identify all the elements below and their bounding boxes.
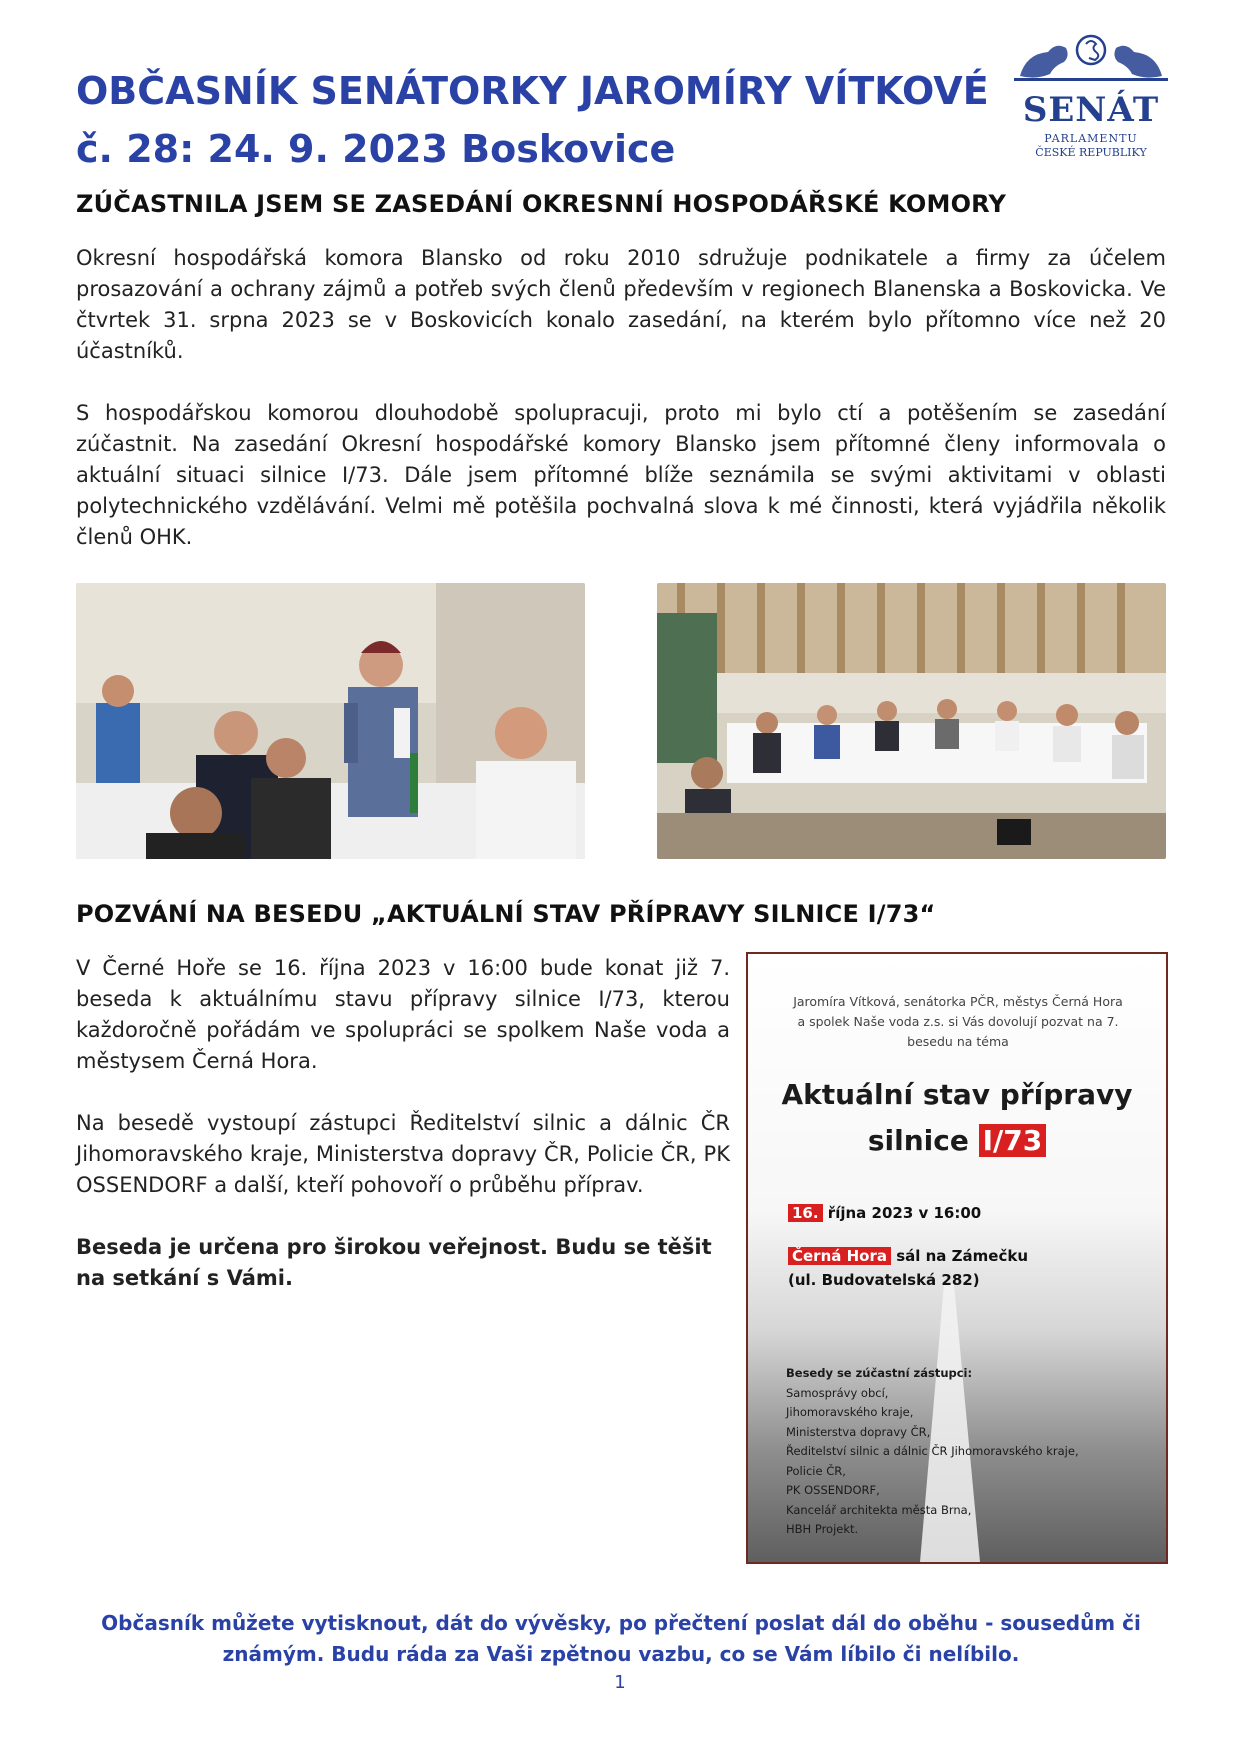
logo-subtitle-2: ČESKÉ REPUBLIKY [1035, 146, 1147, 159]
logo-wordmark: SENÁT [1022, 90, 1160, 130]
poster-intro [778, 992, 1138, 1052]
footer-note: Občasník můžete vytisknout, dát do vývěsky, po přečtení poslat dál do oběhu - sousedům či známým. Budu ráda za Vaši zpětnou vazbu, co se Vám líbilo či nelíbilo. [101, 1611, 1141, 1666]
list-item: Samosprávy obcí, [786, 1385, 889, 1400]
section1-heading: ZÚČASTNILA JSEM SE ZASEDÁNÍ OKRESNNÍ HOSPODÁŘSKÉ KOMORY [76, 190, 1007, 218]
section1-paragraph-1: Okresní hospodářská komora Blansko od roku 2010 sdružuje podnikatele a firmy za účelem prosazování a ochrany zájmů a potřeb svých členů především v regionech Blanenska a Boskovicka. Ve čtvrtek 31. srpna 2023 se v Boskovicích konalo zasedání, na kterém bylo přítomno více než 20 účastníků. [76, 246, 1166, 363]
poster-place-venue: sál na Zámečku [890, 1247, 1028, 1265]
poster-attendees [786, 1364, 1079, 1540]
list-item: Ministerstva dopravy ČR, [786, 1424, 931, 1439]
title-line-2: č. 28: 24. 9. 2023 Boskovice [76, 127, 676, 171]
list-item: Jihomoravského kraje, [786, 1405, 914, 1419]
senat-logo [1010, 28, 1172, 160]
poster-date [788, 1204, 981, 1222]
list-item: HBH Projekt. [786, 1522, 859, 1536]
meeting-photo-speaker [76, 583, 585, 859]
poster-address: (ul. Budovatelská 282) [788, 1271, 980, 1289]
poster-place-town: Černá Hora [788, 1247, 891, 1265]
poster-title-line-2 [768, 1118, 1146, 1164]
poster-title [768, 1072, 1146, 1164]
section1-body [76, 243, 1166, 553]
list-item: PK OSSENDORF, [786, 1483, 880, 1497]
title-line-1: OBČASNÍK SENÁTORKY JAROMÍRY VÍTKOVÉ [76, 69, 989, 113]
list-item: Ředitelství silnic a dálnic ČR Jihomoravského kraje, [786, 1444, 1079, 1458]
poster-title-line-1: Aktuální stav přípravy [781, 1078, 1133, 1111]
section2-paragraph-2: Na besedě vystoupí zástupci Ředitelství silnic a dálnic ČR Jihomoravského kraje, Ministerstva dopravy ČR, Policie ČR, PK OSSENDORF a další, kteří pohovoří o průběhu příprav. [76, 1111, 730, 1197]
logo-subtitle-1: PARLAMENTU [1044, 132, 1138, 145]
poster-intro-line-2: a spolek Naše voda z.s. si Vás dovolují pozvat na 7. besedu na téma [797, 1014, 1119, 1049]
page-title [76, 62, 989, 178]
poster-attendees-heading: Besedy se zúčastní zástupci: [786, 1366, 973, 1380]
poster-place [788, 1244, 1028, 1292]
section2-paragraph-3: Beseda je určena pro širokou veřejnost. Budu se těšit na setkání s Vámi. [76, 1235, 712, 1290]
list-item: Policie ČR, [786, 1463, 846, 1478]
meeting-photo-hall [657, 583, 1166, 859]
page-number: 1 [614, 1672, 626, 1693]
section2-body [76, 953, 730, 1294]
section2-heading: POZVÁNÍ NA BESEDU „AKTUÁLNÍ STAV PŘÍPRAVY SILNICE I/73“ [76, 900, 936, 928]
poster-date-rest: října 2023 v 16:00 [822, 1204, 982, 1222]
list-item: Kancelář architekta města Brna, [786, 1502, 972, 1517]
poster-date-day: 16. [788, 1204, 823, 1222]
section1-paragraph-2: S hospodářskou komorou dlouhodobě spolupracuji, proto mi bylo ctí a potěšením se zasedání zúčastnit. Na zasedání Okresní hospodářské komory Blansko jsem přítomné členy informovala o aktuální situaci silnice I/73. Dále jsem přítomné blíže seznámila se svými aktivitami v oblasti polytechnického vzdělávání. Velmi mě potěšila pochvalná slova k mé činnosti, která vyjádřila několik členů OHK. [76, 401, 1166, 549]
poster-intro-line-1: Jaromíra Vítková, senátorka PČR, městys Černá Hora [793, 994, 1123, 1009]
road-number-badge: I/73 [979, 1124, 1047, 1157]
event-poster [746, 952, 1168, 1564]
section2-paragraph-1: V Černé Hoře se 16. října 2023 v 16:00 bude konat již 7. beseda k aktuálnímu stavu přípravy silnice I/73, kterou každoročně pořádám ve spolupráci se spolkem Naše voda a městysem Černá Hora. [76, 956, 730, 1073]
poster-title-prefix: silnice [867, 1124, 979, 1157]
